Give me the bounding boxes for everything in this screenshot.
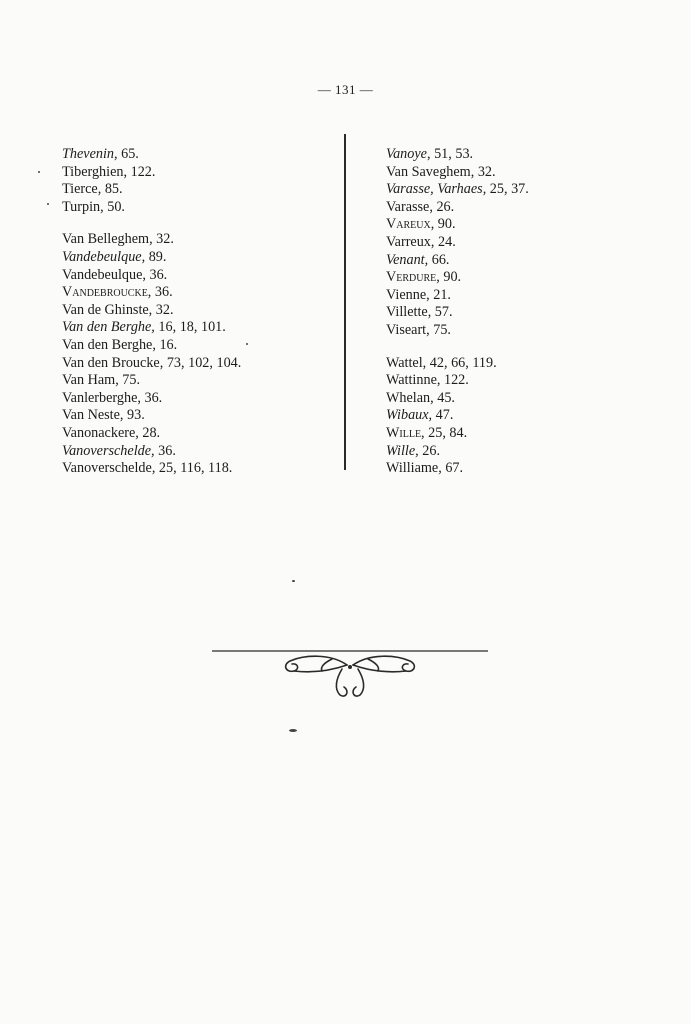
entry-name: Vienne, <box>386 286 430 303</box>
entry-pages: 122. <box>127 163 156 180</box>
index-entry <box>62 249 332 267</box>
entry-name: Van Neste, <box>62 407 124 424</box>
index-column-right <box>386 146 656 478</box>
entry-name: Villette, <box>386 304 432 321</box>
entry-name: Whelan, <box>386 389 434 406</box>
entry-pages: 32. <box>474 163 496 180</box>
index-entry <box>62 407 332 425</box>
entry-pages: 122. <box>440 372 469 389</box>
entry-pages: 75. <box>429 321 451 338</box>
entry-pages: 50. <box>103 198 125 215</box>
index-entry <box>386 199 656 217</box>
entry-name: Van de Ghinste, <box>62 301 153 318</box>
entry-pages: 65. <box>117 146 139 162</box>
index-entry <box>62 284 332 302</box>
index-entry <box>62 460 332 478</box>
index-entry <box>62 146 332 164</box>
entry-pages: 36. <box>145 266 168 283</box>
entry-pages: 26. <box>418 442 440 459</box>
index-entry <box>386 304 656 322</box>
entry-pages: 51, 53. <box>430 146 474 162</box>
entry-pages: 90. <box>434 216 456 233</box>
entry-pages: 89. <box>145 248 167 265</box>
entry-name: Venant, <box>386 251 429 268</box>
entry-pages: 75. <box>118 372 141 389</box>
entry-pages: 16, 18, 101. <box>154 319 226 336</box>
entry-name: Thevenin, <box>62 146 118 162</box>
entry-name: Tierce, <box>62 181 102 198</box>
paper-speck <box>289 729 297 732</box>
scroll-flourish-icon <box>212 645 488 705</box>
entry-pages: 25, 37. <box>486 181 529 198</box>
entry-pages: 45. <box>433 389 455 406</box>
entry-name: Wibaux, <box>386 407 433 424</box>
paper-speck <box>246 343 248 345</box>
entry-name: Vareux, <box>386 216 435 233</box>
entry-name: Tiberghien, <box>62 163 128 180</box>
entry-name: Van den Berghe, <box>62 319 155 336</box>
index-entry <box>62 372 332 390</box>
index-entry <box>386 216 656 234</box>
entry-name: Van den Berghe, <box>62 336 156 353</box>
index-entry <box>386 425 656 443</box>
entry-pages: 25, 84. <box>424 424 468 441</box>
entry-name: Van Saveghem, <box>386 163 475 180</box>
index-entry <box>386 460 656 478</box>
index-entry <box>386 372 656 390</box>
group-spacer <box>62 216 332 231</box>
entry-pages: 32. <box>152 231 174 248</box>
page-number: — 131 — <box>317 82 374 97</box>
index-entry <box>386 287 656 305</box>
index-entry <box>62 319 332 337</box>
entry-name: Wille, <box>386 442 419 459</box>
entry-name: Wattinne, <box>386 372 441 389</box>
paper-speck <box>47 203 49 205</box>
index-entry <box>386 355 656 373</box>
entry-pages: 47. <box>432 407 454 424</box>
index-entry <box>62 267 332 285</box>
entry-name: Vanoye, <box>386 146 431 162</box>
entry-pages: 93. <box>123 407 145 424</box>
paper-speck <box>292 580 295 582</box>
entry-name: Varreux, <box>386 233 435 250</box>
paper-speck <box>38 171 40 173</box>
entry-pages: 36. <box>151 284 173 301</box>
index-entry <box>62 164 332 182</box>
index-entry <box>386 407 656 425</box>
index-entry <box>62 390 332 408</box>
index-entry <box>386 390 656 408</box>
entry-pages: 90. <box>439 269 462 286</box>
entry-name: Vanoverschelde, <box>62 442 155 459</box>
entry-pages: 16. <box>155 336 178 353</box>
entry-name: Van Ham, <box>62 372 119 389</box>
index-entry <box>62 199 332 217</box>
entry-name: Varasse, Varhaes, <box>386 181 487 198</box>
index-entry <box>62 302 332 320</box>
group-spacer <box>386 340 656 355</box>
index-column-left <box>62 146 332 478</box>
entry-name: Varasse, <box>386 198 433 215</box>
entry-pages: 28. <box>138 424 161 441</box>
index-entry <box>62 355 332 373</box>
index-entry <box>62 181 332 199</box>
entry-name: Williame, <box>386 460 442 477</box>
entry-name: Turpin, <box>62 198 104 215</box>
index-entry <box>386 322 656 340</box>
entry-pages: 36. <box>140 389 163 406</box>
entry-pages: 66. <box>428 251 450 268</box>
entry-pages: 36. <box>154 442 176 459</box>
entry-name: Van den Broucke, <box>62 354 164 371</box>
entry-pages: 57. <box>431 304 453 321</box>
entry-name: Wattel, <box>386 354 427 371</box>
entry-pages: 24. <box>434 233 456 250</box>
entry-name: Van Belleghem, <box>62 231 153 248</box>
entry-name: Wille, <box>386 424 425 441</box>
entry-name: Vanonackere, <box>62 424 139 441</box>
entry-name: Viseart, <box>386 321 430 338</box>
entry-pages: 25, 116, 118. <box>155 460 233 477</box>
index-entry <box>386 234 656 252</box>
index-entry <box>62 425 332 443</box>
index-entry <box>386 443 656 461</box>
column-divider <box>344 134 346 470</box>
entry-name: Verdure, <box>386 269 440 286</box>
index-entry <box>386 164 656 182</box>
entry-pages: 73, 102, 104. <box>163 354 242 371</box>
entry-pages: 26. <box>432 198 455 215</box>
index-entry <box>386 181 656 199</box>
index-entry <box>386 146 656 164</box>
entry-name: Vanlerberghe, <box>62 389 141 406</box>
index-entry <box>386 269 656 287</box>
index-entry <box>62 443 332 461</box>
index-entry <box>62 231 332 249</box>
entry-pages: 67. <box>441 460 464 477</box>
entry-pages: 21. <box>429 286 451 303</box>
index-entry <box>386 252 656 270</box>
entry-pages: 32. <box>152 301 174 318</box>
entry-name: Vandebeulque, <box>62 248 146 265</box>
entry-pages: 85. <box>101 181 123 198</box>
entry-name: Vandebroucke, <box>62 284 152 301</box>
entry-pages: 42, 66, 119. <box>426 354 497 371</box>
entry-name: Vanoverschelde, <box>62 460 156 477</box>
index-entry <box>62 337 332 355</box>
entry-name: Vandebeulque, <box>62 266 146 283</box>
